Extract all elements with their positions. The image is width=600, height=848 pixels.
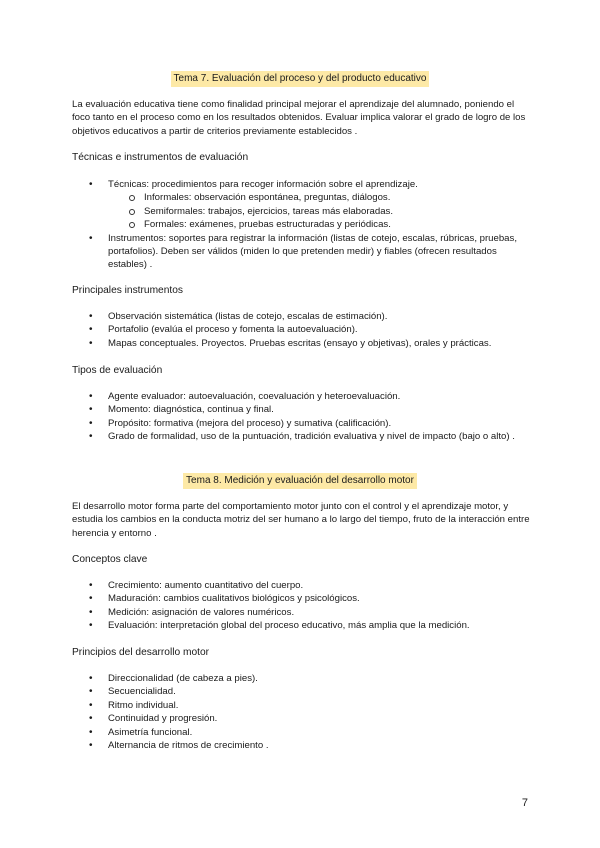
sub-list-item: Formales: exámenes, pruebas estructuradas y periódicas. (108, 218, 532, 231)
tipos-list (72, 390, 532, 444)
tema8-intro: El desarrollo motor forma parte del comportamiento motor junto con el control y el aprendizaje motor, y estudia los cambios en la conducta motriz del ser humano a lo largo del tiempo, fruto de la interacción entre herencia y entorno . (72, 501, 530, 539)
tema7-intro: La evaluación educativa tiene como finalidad principal mejorar el aprendizaje del alumnado, poniendo el foco tanto en el proceso como en los resultados obtenidos. Evaluar implica valorar el grado de logro de los objetivos educativos a partir de criterios previamente establecidos . (72, 99, 526, 137)
tecnicas-label: Técnicas: procedimientos para recoger información sobre el aprendizaje. (108, 179, 418, 190)
tipos-heading: Tipos de evaluación (72, 365, 163, 376)
list-item: • Agente evaluador: autoevaluación, coevaluación y heteroevaluación. (72, 390, 532, 403)
list-item: • Continuidad y progresión. (72, 712, 532, 725)
list-item: • Grado de formalidad, uso de la puntuación, tradición evaluativa y nivel de impacto (bajo o alto) . (72, 430, 532, 443)
list-item: • Momento: diagnóstica, continua y final. (72, 403, 532, 416)
list-item: • Propósito: formativa (mejora del proceso) y sumativa (calificación). (72, 417, 532, 430)
tema8-title-row (0, 473, 600, 489)
list-item: • Instrumentos: soportes para registrar la información (listas de cotejo, escalas, rúbricas, pruebas, portafolios). Deben ser válidos (miden lo que pretenden medir) y fiables (ofrecen resultados estables) . (72, 232, 532, 272)
list-item: • Crecimiento: aumento cuantitativo del cuerpo. (72, 579, 532, 592)
tecnicas-list (72, 178, 532, 272)
list-item: • Evaluación: interpretación global del proceso educativo, más amplia que la medición. (72, 619, 532, 632)
tema7-title-row (0, 71, 600, 87)
page-number: 7 (521, 797, 528, 809)
list-item: • Mapas conceptuales. Proyectos. Pruebas escritas (ensayo y objetivas), orales y prácticas. (72, 337, 532, 350)
list-item (72, 178, 532, 232)
list-item: • Secuencialidad. (72, 685, 532, 698)
tema8-title: Tema 8. Medición y evaluación del desarrollo motor (183, 473, 417, 489)
sub-list-item: Informales: observación espontánea, preguntas, diálogos. (108, 191, 532, 204)
tema7-title: Tema 7. Evaluación del proceso y del producto educativo (171, 71, 430, 87)
principales-list (72, 310, 532, 350)
list-item: • Maduración: cambios cualitativos biológicos y psicológicos. (72, 592, 532, 605)
conceptos-list (72, 579, 532, 633)
principios-heading: Principios del desarrollo motor (72, 647, 210, 658)
conceptos-heading: Conceptos clave (72, 554, 148, 565)
list-item: • Direccionalidad (de cabeza a pies). (72, 672, 532, 685)
list-item: • Alternancia de ritmos de crecimiento . (72, 739, 532, 752)
principios-list (72, 672, 532, 752)
principales-heading: Principales instrumentos (72, 285, 183, 296)
tecnicas-sublist (108, 191, 532, 231)
list-item: • Asimetría funcional. (72, 726, 532, 739)
sub-list-item: Semiformales: trabajos, ejercicios, tareas más elaboradas. (108, 205, 532, 218)
tecnicas-heading: Técnicas e instrumentos de evaluación (72, 152, 249, 163)
list-item: • Medición: asignación de valores numéricos. (72, 606, 532, 619)
list-item: • Ritmo individual. (72, 699, 532, 712)
list-item: • Portafolio (evalúa el proceso y fomenta la autoevaluación). (72, 323, 532, 336)
list-item: • Observación sistemática (listas de cotejo, escalas de estimación). (72, 310, 532, 323)
